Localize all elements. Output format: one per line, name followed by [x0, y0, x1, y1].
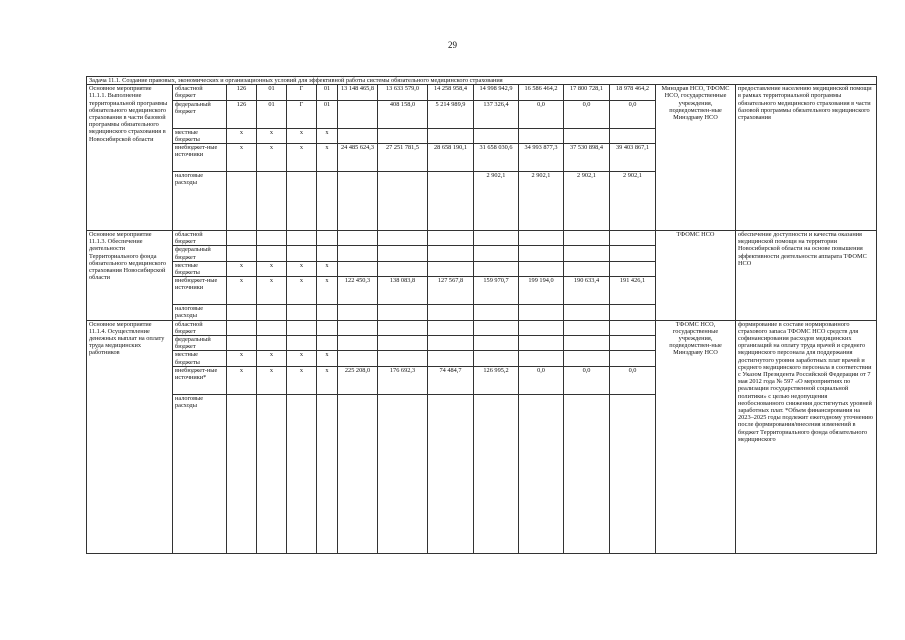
budget-code-cell: 01 [317, 100, 338, 128]
table-row [87, 85, 877, 100]
budget-code-cell: x [317, 277, 338, 305]
funding-source: областной бюджет [173, 231, 227, 246]
budget-code-cell [317, 336, 338, 351]
budget-code-cell [287, 231, 317, 246]
budget-code-cell [317, 172, 338, 231]
amount-cell [378, 172, 428, 231]
budget-code-cell: x [227, 128, 257, 143]
budget-code-cell: x [287, 144, 317, 172]
table-row [87, 231, 877, 246]
amount-cell: 122 450,3 [338, 277, 378, 305]
amount-cell [378, 128, 428, 143]
amount-cell [378, 261, 428, 276]
budget-code-cell [257, 394, 287, 553]
budget-code-cell [257, 172, 287, 231]
funding-source: внебюджет-ные источники [173, 144, 227, 172]
budget-code-cell [257, 231, 287, 246]
amount-cell [338, 172, 378, 231]
amount-cell [564, 246, 610, 261]
budget-code-cell: x [227, 277, 257, 305]
budget-code-cell [227, 320, 257, 335]
amount-cell [564, 261, 610, 276]
amount-cell: 138 083,8 [378, 277, 428, 305]
amount-cell: 2 902,1 [610, 172, 656, 231]
budget-code-cell [227, 172, 257, 231]
amount-cell [428, 231, 474, 246]
amount-cell: 34 993 877,3 [519, 144, 564, 172]
amount-cell [428, 336, 474, 351]
amount-cell [519, 320, 564, 335]
budget-code-cell [227, 336, 257, 351]
amount-cell: 27 251 781,5 [378, 144, 428, 172]
amount-cell [378, 320, 428, 335]
activity-name: Основное мероприятие 11.1.3. Обеспечение деятельности Территориального фонда обязательного медицинского страхования Новосибирской области [87, 231, 173, 321]
amount-cell: 17 800 728,1 [564, 85, 610, 100]
budget-code-cell [257, 336, 287, 351]
budget-code-cell [317, 394, 338, 553]
amount-cell [564, 336, 610, 351]
amount-cell: 2 902,1 [519, 172, 564, 231]
expected-result: формирование в составе нормированного страхового запаса ТФОМС НСО средств для софинансирования расходов медицинских организаций на оплату труда врачей и среднего медицинского персонала для поддержания достигнутого уровня заработных плат врачей и среднего медицинского персонала в соответствии с Указом Президента Российской Федерации от 7 мая 2012 года № 597 «О мероприятиях по реализации государственной социальной политики» с целью недопущения необоснованного снижения достигнутых уровней заработных плат. *Объем финансирования на 2023–2025 годы подлежит ежегодному уточнению после формирования/внесения изменений в бюджет Территориального фонда обязательного медицинского [736, 320, 877, 553]
amount-cell [338, 100, 378, 128]
budget-code-cell [287, 320, 317, 335]
activity-name: Основное мероприятие 11.1.4. Осуществление денежных выплат на оплату труда медицинских работников [87, 320, 173, 553]
funding-source: федеральный бюджет [173, 336, 227, 351]
executor: ТФОМС НСО [656, 231, 736, 321]
amount-cell: 159 970,7 [474, 277, 519, 305]
budget-code-cell: Г [287, 85, 317, 100]
budget-code-cell [227, 231, 257, 246]
budget-code-cell: x [227, 144, 257, 172]
amount-cell: 2 902,1 [564, 172, 610, 231]
amount-cell [610, 246, 656, 261]
amount-cell: 13 148 465,8 [338, 85, 378, 100]
budget-code-cell [227, 394, 257, 553]
expected-result: обеспечение доступности и качества оказания медицинской помощи на территории Новосибирской области на основе повышения эффективности деятельности аппарата ТФОМС НСО [736, 231, 877, 321]
amount-cell: 5 214 989,9 [428, 100, 474, 128]
budget-code-cell [257, 246, 287, 261]
amount-cell [519, 261, 564, 276]
amount-cell: 191 426,1 [610, 277, 656, 305]
budget-code-cell [257, 305, 287, 320]
program-table [86, 76, 877, 554]
amount-cell: 225 208,0 [338, 366, 378, 394]
funding-source: внебюджет-ные источники [173, 277, 227, 305]
amount-cell: 0,0 [519, 366, 564, 394]
amount-cell [338, 320, 378, 335]
amount-cell: 24 485 624,3 [338, 144, 378, 172]
amount-cell [610, 394, 656, 553]
budget-code-cell [287, 336, 317, 351]
budget-code-cell: 126 [227, 100, 257, 128]
amount-cell [338, 246, 378, 261]
amount-cell [564, 305, 610, 320]
amount-cell: 0,0 [564, 366, 610, 394]
budget-code-cell: x [257, 277, 287, 305]
funding-source: внебюджет-ные источники* [173, 366, 227, 394]
amount-cell [428, 351, 474, 366]
amount-cell [474, 261, 519, 276]
amount-cell [378, 231, 428, 246]
budget-code-cell: x [317, 351, 338, 366]
budget-code-cell [317, 305, 338, 320]
amount-cell: 137 326,4 [474, 100, 519, 128]
amount-cell [610, 261, 656, 276]
amount-cell [338, 231, 378, 246]
amount-cell: 18 978 464,2 [610, 85, 656, 100]
budget-code-cell: x [257, 366, 287, 394]
budget-code-cell [287, 305, 317, 320]
amount-cell [474, 305, 519, 320]
budget-code-cell [227, 305, 257, 320]
amount-cell [338, 128, 378, 143]
amount-cell [610, 336, 656, 351]
amount-cell [338, 351, 378, 366]
amount-cell [428, 261, 474, 276]
funding-source: областной бюджет [173, 320, 227, 335]
amount-cell [428, 246, 474, 261]
funding-source: налоговые расходы [173, 172, 227, 231]
amount-cell [564, 128, 610, 143]
amount-cell: 0,0 [564, 100, 610, 128]
amount-cell [519, 351, 564, 366]
amount-cell: 127 567,8 [428, 277, 474, 305]
budget-code-cell [287, 394, 317, 553]
amount-cell: 39 403 867,1 [610, 144, 656, 172]
amount-cell: 408 158,0 [378, 100, 428, 128]
budget-code-cell: x [257, 351, 287, 366]
amount-cell: 190 633,4 [564, 277, 610, 305]
budget-code-cell: x [287, 261, 317, 276]
amount-cell: 13 633 579,0 [378, 85, 428, 100]
amount-cell [519, 246, 564, 261]
amount-cell: 14 998 942,9 [474, 85, 519, 100]
amount-cell: 176 692,3 [378, 366, 428, 394]
budget-code-cell: 01 [257, 100, 287, 128]
budget-code-cell: 126 [227, 85, 257, 100]
amount-cell [610, 320, 656, 335]
task-row [87, 77, 877, 85]
budget-code-cell: x [287, 366, 317, 394]
amount-cell [428, 305, 474, 320]
budget-code-cell [287, 172, 317, 231]
budget-code-cell: x [287, 351, 317, 366]
budget-code-cell [317, 231, 338, 246]
budget-code-cell: 01 [317, 85, 338, 100]
budget-code-cell: x [287, 128, 317, 143]
amount-cell [338, 394, 378, 553]
budget-code-cell [287, 246, 317, 261]
budget-code-cell: x [257, 261, 287, 276]
amount-cell [519, 231, 564, 246]
funding-source: областной бюджет [173, 85, 227, 100]
amount-cell [474, 246, 519, 261]
amount-cell [610, 305, 656, 320]
amount-cell: 0,0 [610, 100, 656, 128]
amount-cell [338, 336, 378, 351]
amount-cell: 31 658 030,6 [474, 144, 519, 172]
page-number: 29 [448, 40, 457, 50]
amount-cell [338, 305, 378, 320]
amount-cell [428, 394, 474, 553]
budget-code-cell: x [317, 128, 338, 143]
amount-cell: 28 658 190,1 [428, 144, 474, 172]
executor: Минздрав НСО, ТФОМС НСО, государственные учреждения, подведомствен-ные Минздраву НСО [656, 85, 736, 231]
amount-cell [428, 320, 474, 335]
amount-cell [610, 231, 656, 246]
amount-cell: 0,0 [610, 366, 656, 394]
budget-code-cell: x [257, 144, 287, 172]
task-title: Задача 11.1. Создание правовых, экономических и организационных условий для эффективной работы системы обязательного медицинского страхования [87, 77, 877, 85]
budget-code-cell: 01 [257, 85, 287, 100]
budget-code-cell: x [227, 366, 257, 394]
amount-cell: 0,0 [519, 100, 564, 128]
amount-cell: 74 484,7 [428, 366, 474, 394]
amount-cell [610, 351, 656, 366]
amount-cell [378, 305, 428, 320]
amount-cell [474, 351, 519, 366]
amount-cell [378, 394, 428, 553]
amount-cell [519, 128, 564, 143]
amount-cell [564, 320, 610, 335]
budget-code-cell: x [317, 261, 338, 276]
budget-code-cell: x [257, 128, 287, 143]
activity-name: Основное мероприятие 11.1.1. Выполнение территориальной программы обязательного медицинского страхования в части базовой программы обязательного медицинского страхования в Новосибирской области [87, 85, 173, 231]
budget-code-cell [257, 320, 287, 335]
amount-cell: 14 258 958,4 [428, 85, 474, 100]
budget-code-cell: x [227, 261, 257, 276]
amount-cell: 2 902,1 [474, 172, 519, 231]
funding-source: местные бюджеты [173, 261, 227, 276]
executor: ТФОМС НСО, государственные учреждения, подведомствен-ные Минздраву НСО [656, 320, 736, 553]
amount-cell [564, 351, 610, 366]
amount-cell [610, 128, 656, 143]
budget-code-cell: x [287, 277, 317, 305]
amount-cell [474, 320, 519, 335]
budget-code-cell [317, 320, 338, 335]
budget-code-cell: Г [287, 100, 317, 128]
budget-code-cell: x [227, 351, 257, 366]
amount-cell [428, 128, 474, 143]
amount-cell [378, 336, 428, 351]
amount-cell [474, 336, 519, 351]
amount-cell [474, 128, 519, 143]
amount-cell: 126 995,2 [474, 366, 519, 394]
funding-source: федеральный бюджет [173, 246, 227, 261]
budget-code-cell: x [317, 144, 338, 172]
expected-result: предоставление населению медицинской помощи в рамках территориальной программы обязательного медицинского страхования в части базовой программы обязательного медицинского страхования [736, 85, 877, 231]
budget-code-cell [227, 246, 257, 261]
funding-source: налоговые расходы [173, 305, 227, 320]
amount-cell [428, 172, 474, 231]
table-row [87, 320, 877, 335]
budget-code-cell: x [317, 366, 338, 394]
table-body [87, 77, 877, 554]
amount-cell [564, 231, 610, 246]
amount-cell [474, 231, 519, 246]
amount-cell: 37 530 898,4 [564, 144, 610, 172]
amount-cell [378, 246, 428, 261]
amount-cell: 199 194,0 [519, 277, 564, 305]
funding-source: федеральный бюджет [173, 100, 227, 128]
funding-source: местные бюджеты [173, 128, 227, 143]
amount-cell [378, 351, 428, 366]
amount-cell [519, 305, 564, 320]
amount-cell [338, 261, 378, 276]
amount-cell [519, 394, 564, 553]
amount-cell [519, 336, 564, 351]
amount-cell [564, 394, 610, 553]
amount-cell [474, 394, 519, 553]
budget-code-cell [317, 246, 338, 261]
amount-cell: 16 586 464,2 [519, 85, 564, 100]
funding-source: местные бюджеты [173, 351, 227, 366]
funding-source: налоговые расходы [173, 394, 227, 553]
